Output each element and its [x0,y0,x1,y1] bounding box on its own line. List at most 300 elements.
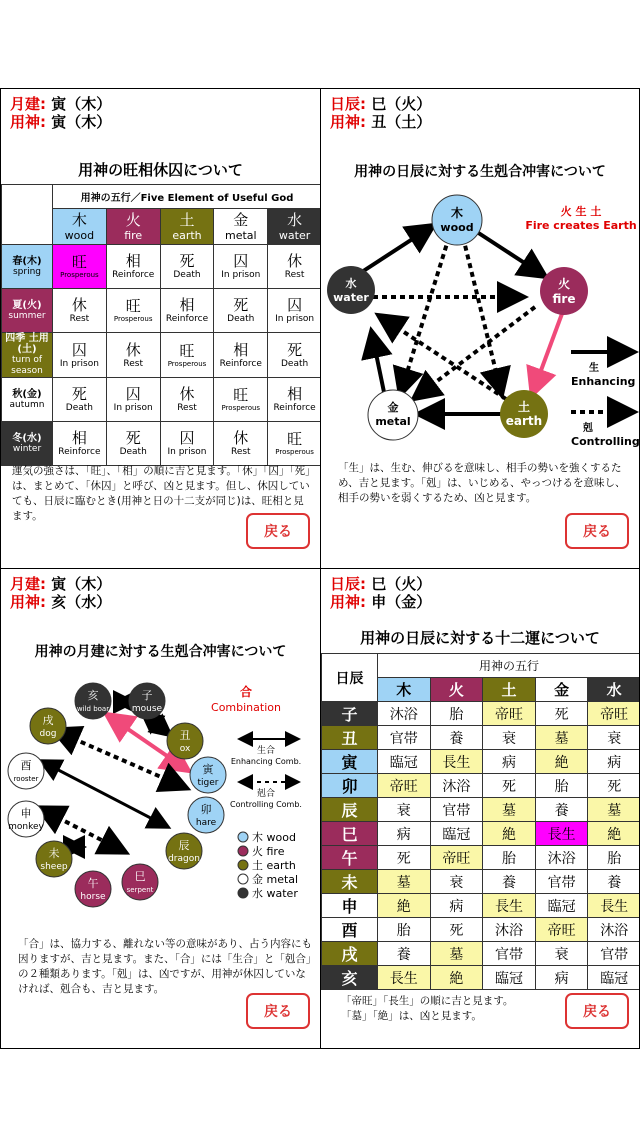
stage-cell: 沐浴 [483,918,536,942]
arrow-fire-earth [533,311,563,392]
stage-cell: 墓 [430,942,483,966]
table-header: 用神の五行／Five Element of Useful God [53,185,322,209]
strength-en: Reinforce [58,447,101,457]
combination-diagram [1,679,321,929]
back-button[interactable]: 戻る [565,513,629,549]
god-value: 申（金） [371,593,432,611]
stage-cell: 帝旺 [588,702,640,726]
strength-en: Prosperous [113,315,153,323]
stage-cell: 臨冠 [535,894,588,918]
season-kanji: 秋(金) [12,388,42,400]
strength-kanji: 休 [287,252,303,270]
stage-cell: 長生 [588,894,640,918]
stage-cell: 官帯 [535,870,588,894]
strength-kanji: 相 [287,385,303,403]
strength-kanji: 相 [71,429,87,447]
legend-enh-en: Enhancing Comb. [230,757,302,766]
node-earth [500,390,548,438]
month-label: 月建: [10,575,46,593]
strength-en: Prosperous [221,404,261,412]
element-en: water [278,228,311,242]
red-caption-en: Combination [211,701,281,714]
svg-text:木 wood: 木 wood [252,831,296,844]
element-en: wood [64,228,95,242]
key-item [238,844,285,858]
stage-cell: 沐浴 [535,846,588,870]
element-kanji: 土 [179,210,195,229]
stage-cell: 墓 [483,798,536,822]
corner-cell [2,185,53,245]
panel-title: 用神の日辰に対する生剋合冲害について [354,164,606,180]
branch-cell: 寅 [322,750,378,774]
arrow-wood-fire [477,232,543,275]
svg-text:未: 未 [48,847,60,860]
svg-text:辰: 辰 [178,839,190,852]
strength-cell [106,245,160,289]
stage-cell: 胎 [588,846,640,870]
strength-cell [268,333,321,378]
strength-cell [53,245,107,289]
table-row [322,750,640,774]
stage-cell: 官帯 [430,798,483,822]
stage-cell: 臨冠 [483,966,536,990]
table-row [322,822,640,846]
stage-cell: 胎 [430,702,483,726]
strength-en: Rest [284,270,305,280]
zodiac-node-hare [188,797,224,833]
arrow-water-wood [372,334,385,397]
strength-en: Reinforce [165,314,209,324]
stage-cell: 衰 [483,726,536,750]
svg-text:ox: ox [179,744,191,754]
strength-kanji: 相 [233,340,249,359]
panel-day-relations [320,88,640,569]
branch-cell: 午 [322,846,378,870]
branch-cell: 亥 [322,966,378,990]
svg-text:wood: wood [440,221,474,234]
strength-kanji: 相 [179,296,195,314]
stage-cell: 死 [483,774,536,798]
stage-cell: 病 [535,966,588,990]
note-text: 「合」は、協力する、離れない等の意味があり、占う内容にも因りますが、吉と見ます。また、「合」には「生合」と「剋合」の２種類あります。「剋」は、凶ですが、用神が休囚していなければ、剋合も、吉と見ます。 [18,938,312,995]
panel-twelve-stages [320,568,640,1049]
svg-text:earth: earth [505,414,543,428]
stage-cell: 帝旺 [483,702,536,726]
svg-text:巳: 巳 [134,870,146,883]
table-row [322,726,640,750]
table-row [322,918,640,942]
element-en: earth [172,228,202,242]
strength-en: Death [119,447,147,457]
zodiac-node-wild-boar [75,683,111,719]
svg-text:酉: 酉 [20,759,32,772]
corner-cell: 日辰 [322,654,378,702]
red-caption-jp: 火 生 土 [560,205,602,218]
strength-kanji: 囚 [287,296,303,314]
svg-text:monkey: monkey [8,822,44,832]
table-row [322,966,640,990]
svg-text:金: 金 [387,401,399,414]
svg-text:fire: fire [552,292,576,306]
note-text: 運気の強さは、「旺」、「相」の順に吉と見ます。「休」「囚」「死」は、まとめて、「休囚」と呼び、凶と見ます。但し、休囚していても、日辰に臨むとき(用神と日の十二支が同じ)は、旺相と見ます。 [12,465,311,522]
strength-kanji: 休 [233,429,249,447]
strength-kanji: 死 [287,340,303,359]
dash-earth-water [381,317,506,399]
table-row [322,870,640,894]
season-kanji: 春(木) [12,255,42,267]
strength-cell [53,333,107,378]
red-caption-jp: 合 [239,685,253,699]
key-item [238,830,296,844]
stage-cell: 長生 [535,822,588,846]
strength-cell [268,289,321,333]
node-wood [432,195,482,245]
stage-cell: 養 [535,798,588,822]
god-value: 亥（水） [51,593,112,611]
svg-text:wild boar: wild boar [76,705,110,713]
legend-enh-en: Enhancing [571,375,636,388]
svg-text:sheep: sheep [40,862,68,872]
svg-text:dragon: dragon [168,854,200,864]
strength-cell [268,378,321,422]
element-kanji: 火 [125,210,141,229]
strength-cell [214,422,268,466]
strength-cell [106,289,160,333]
panel-season-strength [0,88,321,569]
table-row [322,942,640,966]
svg-text:tiger: tiger [197,778,219,788]
strength-en: Reinforce [112,270,155,280]
stage-cell: 病 [483,750,536,774]
season-en: spring [12,266,42,277]
dash-wood-earth [401,237,449,392]
strength-en: Rest [230,447,251,457]
strength-en: Rest [177,403,197,413]
table-row [2,245,322,289]
day-label: 日辰: [330,575,366,593]
stage-cell: 衰 [588,726,640,750]
element-en: metal [224,228,257,242]
element-header: 火 [430,678,483,702]
strength-kanji: 旺 [233,386,249,404]
strength-cell [214,245,268,289]
strength-cell [268,422,321,466]
element-header [106,209,160,245]
strength-en: Death [280,358,309,369]
zodiac-node-monkey [8,801,45,837]
strength-cell [268,245,321,289]
strength-en: Rest [69,314,90,324]
svg-text:戌: 戌 [42,714,54,727]
stage-cell: 官帯 [378,726,431,750]
stage-cell: 長生 [430,750,483,774]
stage-cell: 墓 [588,798,640,822]
stage-cell: 養 [483,870,536,894]
stage-cell: 臨冠 [588,966,640,990]
season-kanji: 夏(火) [12,299,42,311]
stage-cell: 臨冠 [430,822,483,846]
day-value: 巳（火） [371,95,432,113]
season-kanji: 冬(水) [12,432,42,444]
strength-kanji: 旺 [71,253,87,271]
stage-cell: 養 [430,726,483,750]
stage-cell: 病 [430,894,483,918]
branch-cell: 未 [322,870,378,894]
stage-cell: 養 [378,942,431,966]
strength-cell [53,422,107,466]
svg-text:土: 土 [517,400,531,414]
table-row [322,894,640,918]
strength-kanji: 囚 [125,385,141,403]
strength-kanji: 死 [233,296,249,314]
table-row [2,333,322,378]
svg-text:dog: dog [39,729,57,739]
element-header [160,209,214,245]
strength-kanji: 囚 [233,252,249,270]
legend-ctl-jp: 剋合 [256,789,276,799]
table-row [2,422,322,466]
zodiac-node-dog [30,708,66,744]
branch-cell: 酉 [322,918,378,942]
strength-kanji: 旺 [287,430,303,448]
svg-text:丑: 丑 [179,729,191,742]
branch-cell: 卯 [322,774,378,798]
panel-month-combination [0,568,321,1049]
strength-kanji: 休 [179,385,195,403]
stage-cell: 死 [430,918,483,942]
strength-en: Reinforce [219,358,262,369]
element-en: fire [124,228,143,242]
legend-enh-jp: 生 [589,363,599,374]
svg-text:申: 申 [20,807,32,820]
strength-kanji: 囚 [179,429,195,447]
zodiac-node-sheep [36,841,72,877]
branch-cell: 申 [322,894,378,918]
zodiac-node-rooster [8,753,44,789]
strength-kanji: 相 [125,252,141,270]
stage-cell: 帝旺 [535,918,588,942]
legend-ctl-en: Controlling [571,435,640,448]
table-row [2,378,322,422]
panel-title: 用神の日辰に対する十二運について [360,629,600,647]
table-row [322,702,640,726]
strength-en: Death [227,314,255,324]
season-cell [2,422,53,466]
season-cell [2,378,53,422]
stage-cell: 胎 [535,774,588,798]
month-value: 寅（木） [51,95,112,113]
branch-cell: 巳 [322,822,378,846]
key-item [238,872,298,886]
season-kanji: 四季 土用(土) [5,333,49,355]
stage-cell: 官帯 [588,942,640,966]
zodiac-node-tiger [190,757,226,793]
legend-enh-jp: 生合 [256,746,276,756]
stage-cell: 養 [588,870,640,894]
strength-kanji: 死 [179,252,195,270]
element-header [268,209,321,245]
strength-en: Death [173,270,201,280]
strength-kanji: 死 [125,429,141,447]
node-water [327,266,375,314]
element-header: 金 [535,678,588,702]
note-line-2: 「墓」「絶」は、凶と見ます。 [341,1010,482,1022]
stage-cell: 墓 [535,726,588,750]
stage-cell: 墓 [378,870,431,894]
stage-cell: 絶 [535,750,588,774]
stage-cell: 病 [588,750,640,774]
svg-text:hare: hare [195,818,217,828]
element-header [53,209,107,245]
stage-cell: 胎 [483,846,536,870]
stage-cell: 沐浴 [430,774,483,798]
strength-en: Reinforce [273,403,316,413]
panel-title: 用神の月建に対する生剋合冲害について [34,644,287,660]
stage-cell: 官帯 [483,942,536,966]
strength-cell [214,378,268,422]
svg-text:子: 子 [141,689,153,702]
branch-cell: 子 [322,702,378,726]
back-button[interactable]: 戻る [565,993,629,1029]
season-en: summer [8,310,46,321]
svg-text:horse: horse [80,892,106,902]
panel-header [330,95,431,131]
zodiac-node-mouse [129,683,165,719]
dash-wood-metal [463,237,501,392]
branch-cell: 丑 [322,726,378,750]
strength-cell [106,378,160,422]
back-button[interactable]: 戻る [246,513,310,549]
strength-en: Death [65,403,93,413]
zodiac-node-serpent [122,864,158,900]
legend-ctl-en: Controlling Comb. [230,800,302,809]
stage-cell: 死 [535,702,588,726]
god-label: 用神: [330,593,366,611]
god-value: 寅（木） [51,113,112,131]
svg-text:火: 火 [557,277,571,291]
season-cell [2,245,53,289]
svg-text:serpent: serpent [126,886,154,894]
zodiac-node-ox [167,723,203,759]
god-label: 用神: [330,113,366,131]
panel-header [10,575,111,611]
element-header: 土 [483,678,536,702]
branch-cell: 戌 [322,942,378,966]
season-cell [2,333,53,378]
strength-en: Prosperous [60,271,99,279]
svg-text:寅: 寅 [202,763,214,776]
strength-cell [106,422,160,466]
node-metal [368,390,418,440]
strength-en: In prison [113,403,153,413]
strength-en: Rest [123,358,143,369]
stage-cell: 胎 [378,918,431,942]
svg-text:土 earth: 土 earth [252,859,296,872]
strength-table [1,184,321,466]
table-header: 用神の五行 [378,654,640,678]
key-item [238,858,296,872]
table-row [2,289,322,333]
svg-text:火 fire: 火 fire [252,845,285,858]
node-fire [540,267,588,315]
strength-en: In prison [167,447,207,457]
svg-text:午: 午 [87,877,99,890]
stage-cell: 長生 [378,966,431,990]
strength-cell [214,333,268,378]
element-kanji: 金 [233,210,249,229]
element-header: 水 [588,678,640,702]
table-row [322,798,640,822]
strength-kanji: 休 [71,296,87,314]
month-label: 月建: [10,95,46,113]
note-line-1: 「帝旺」「長生」の順に吉と見ます。 [341,995,514,1007]
season-en: autumn [9,399,45,410]
svg-text:mouse: mouse [131,704,163,714]
element-header: 木 [378,678,431,702]
strength-cell [160,289,214,333]
strength-kanji: 旺 [179,341,195,360]
table-row [322,774,640,798]
key-item [238,886,298,900]
strength-cell [160,333,214,378]
strength-cell [160,378,214,422]
stage-cell: 絶 [588,822,640,846]
strength-cell [160,245,214,289]
god-label: 用神: [10,593,46,611]
svg-text:卯: 卯 [200,803,212,816]
table-row [322,846,640,870]
five-element-diagram [321,187,640,457]
strength-en: In prison [275,314,315,324]
panel-header [10,95,111,131]
note-text: 「生」は、生む、伸びるを意味し、相手の勢いを強くするため、吉と見ます。「剋」は、いじめる、やっつけるを意味し、相手の勢いを弱くするため、凶と見ます。 [338,462,626,504]
back-button[interactable]: 戻る [246,993,310,1029]
day-value: 巳（火） [371,575,432,593]
svg-text:木: 木 [450,206,464,220]
svg-text:金 metal: 金 metal [252,873,299,886]
strength-kanji: 旺 [125,297,141,315]
panel-title: 用神の旺相休囚について [78,161,243,179]
svg-text:water: water [333,291,369,304]
strength-en: Prosperous [275,448,314,456]
stage-cell: 衰 [378,798,431,822]
element-kanji: 木 [71,210,87,229]
season-en: winter [12,443,42,454]
month-value: 寅（木） [51,575,112,593]
stage-cell: 死 [588,774,640,798]
stage-cell: 臨冠 [378,750,431,774]
stages-table [321,653,640,990]
strength-cell [214,289,268,333]
strength-cell [106,333,160,378]
strength-kanji: 死 [71,385,87,403]
zodiac-node-horse [75,871,111,907]
strength-en: Prosperous [167,359,207,368]
legend-ctl-jp: 剋 [583,423,593,434]
strength-cell [160,422,214,466]
dash-fire-metal [416,307,535,397]
svg-text:水 water: 水 water [252,887,298,900]
season-en: turn of season [11,355,43,376]
stage-cell: 衰 [430,870,483,894]
stage-cell: 帝旺 [378,774,431,798]
svg-text:水: 水 [345,277,357,290]
stage-cell: 絶 [378,894,431,918]
strength-kanji: 囚 [71,340,87,359]
panel-header [330,575,431,611]
stage-cell: 絶 [430,966,483,990]
element-header [214,209,268,245]
